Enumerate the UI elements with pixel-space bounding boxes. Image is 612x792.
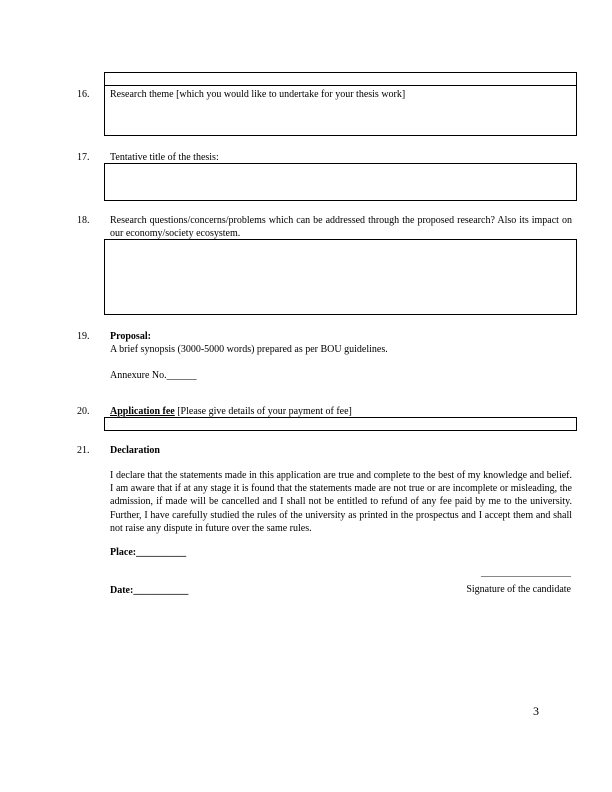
date-blank[interactable]: ___________ — [133, 585, 189, 596]
annexure-blank[interactable]: ______ — [166, 370, 197, 381]
research-theme-label: Research theme [which you would like to undertake for your thesis work] — [110, 89, 406, 100]
proposal-description: A brief synopsis (3000-5000 words) prepared as per BOU guidelines. — [110, 344, 388, 355]
research-questions-input-box[interactable] — [104, 239, 577, 315]
date-label: Date: — [110, 585, 134, 596]
page-number: 3 — [533, 704, 539, 718]
research-theme-box[interactable] — [104, 85, 577, 136]
application-fee-title: Application fee — [110, 406, 175, 417]
signature-label: Signature of the candidate — [466, 584, 571, 595]
declaration-body: I declare that the statements made in this application are true and complete to the best of my knowledge and belief. I am aware that if at any stage it is found that the statements made are not true or are incomplete or misleading, the admission, if made will be cancelled and I shall not be entitled to refund of any fee paid by me to the university. Further, I have carefully studied the rules of the university as printed in the prospectus and I accept them and shall not raise any dispute in future over the same rules. — [110, 470, 572, 534]
place-blank[interactable]: __________ — [136, 547, 187, 558]
place-field[interactable] — [110, 546, 186, 559]
application-fee-input-box[interactable] — [104, 417, 577, 431]
item-21-number: 21. — [77, 445, 90, 456]
place-label: Place: — [110, 547, 137, 558]
signature-line: ____________________ — [481, 568, 571, 578]
item-17-number: 17. — [77, 152, 90, 163]
date-field[interactable] — [110, 584, 188, 597]
item-20-number: 20. — [77, 406, 90, 417]
research-questions-label: Research questions/concerns/problems which can be addressed through the proposed research? Also its impact on our economy/society ecosystem. — [110, 215, 572, 239]
previous-table-bottom-row — [104, 72, 577, 86]
proposal-title: Proposal: — [110, 331, 151, 342]
thesis-title-label: Tentative title of the thesis: — [110, 152, 219, 163]
item-19-number: 19. — [77, 331, 90, 342]
annexure-label: Annexure No. — [110, 370, 167, 381]
item-16-number: 16. — [77, 89, 90, 100]
application-fee-note: [Please give details of your payment of fee] — [174, 406, 352, 417]
declaration-title: Declaration — [110, 445, 160, 456]
thesis-title-input-box[interactable] — [104, 163, 577, 201]
item-18-number: 18. — [77, 215, 90, 226]
annexure-field[interactable] — [110, 369, 197, 382]
